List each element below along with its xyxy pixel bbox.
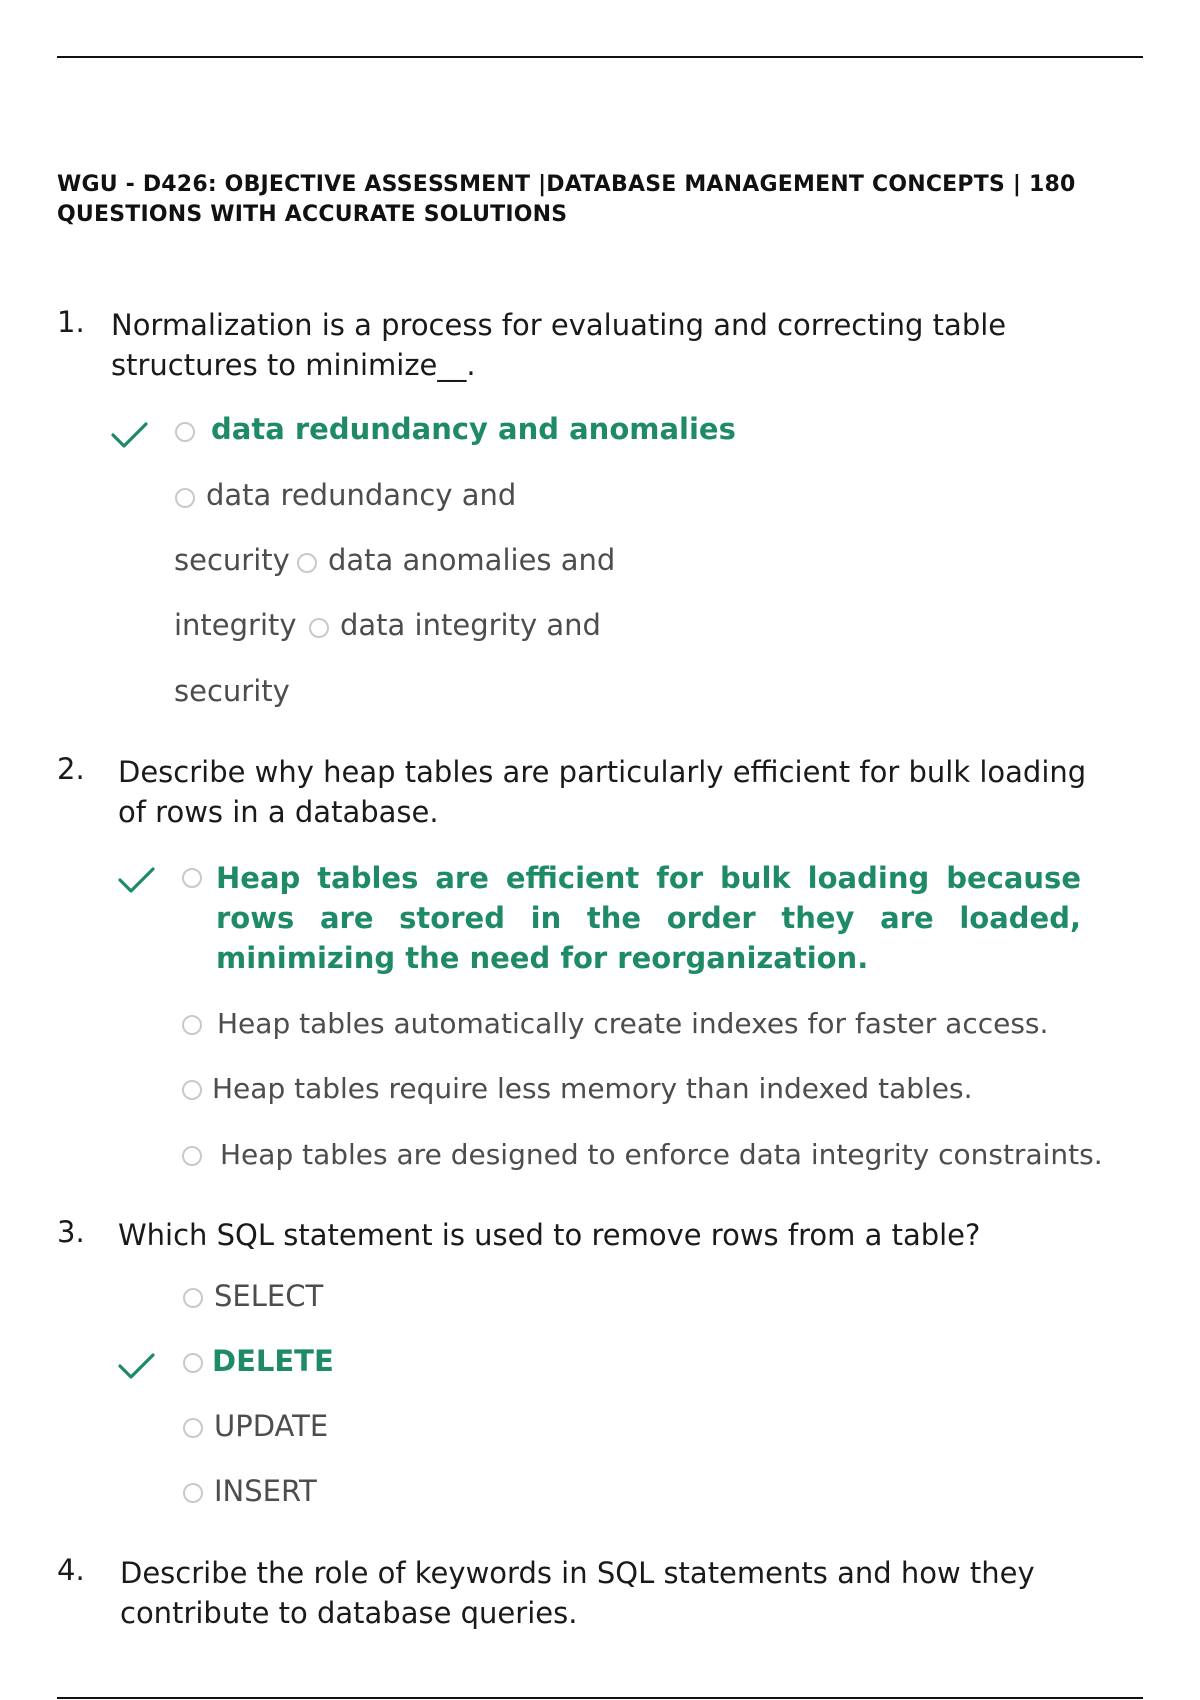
radio-icon[interactable] — [182, 868, 202, 888]
option-text: Heap tables require less memory than indexed tables. — [212, 1072, 973, 1105]
radio-icon[interactable] — [182, 1146, 202, 1166]
radio-icon[interactable] — [182, 1015, 202, 1035]
check-icon — [110, 418, 150, 452]
question-number: 4. — [57, 1553, 85, 1587]
radio-icon[interactable] — [183, 1353, 203, 1373]
option-text: UPDATE — [214, 1409, 329, 1443]
option-text: SELECT — [214, 1279, 324, 1313]
question-number: 3. — [57, 1215, 85, 1249]
option-text: Heap tables automatically create indexes for faster access. — [217, 1007, 1049, 1040]
radio-icon[interactable] — [183, 1483, 203, 1503]
bottom-rule — [57, 1697, 1143, 1699]
option-correct: Heap tables are efficient for bulk loading because rows are stored in the order they are loaded, minimizing the need for reorganization. — [216, 861, 1081, 975]
option-text: data anomalies and — [328, 543, 616, 577]
option-text: integrity — [174, 608, 297, 642]
question-text: Describe the role of keywords in SQL statements and how they contribute to database queries. — [120, 1556, 1035, 1630]
top-rule — [57, 56, 1143, 58]
option-text: security — [174, 543, 290, 577]
document-title: WGU - D426: OBJECTIVE ASSESSMENT |DATABASE MANAGEMENT CONCEPTS | 180 QUESTIONS WITH ACCURATE SOLUTIONS — [57, 172, 1076, 227]
radio-icon[interactable] — [175, 422, 195, 442]
radio-icon[interactable] — [309, 618, 329, 638]
option-text: INSERT — [214, 1474, 317, 1508]
radio-icon[interactable] — [175, 488, 195, 508]
radio-icon[interactable] — [183, 1418, 203, 1438]
option-text: data redundancy and — [206, 478, 517, 512]
question-text: Describe why heap tables are particularly efficient for bulk loading of rows in a database. — [118, 755, 1087, 829]
option-text: security — [174, 674, 290, 708]
question-text: Which SQL statement is used to remove rows from a table? — [118, 1218, 981, 1252]
option-text: data integrity and — [340, 608, 601, 642]
check-icon — [117, 1349, 157, 1383]
question-number: 1. — [57, 305, 85, 339]
option-text: Heap tables are designed to enforce data integrity constraints. — [220, 1138, 1103, 1171]
question-number: 2. — [57, 752, 85, 786]
radio-icon[interactable] — [182, 1080, 202, 1100]
radio-icon[interactable] — [297, 553, 317, 573]
radio-icon[interactable] — [183, 1288, 203, 1308]
option-correct: DELETE — [212, 1344, 334, 1378]
check-icon — [117, 863, 157, 897]
option-correct: data redundancy and anomalies — [211, 412, 736, 446]
question-text: Normalization is a process for evaluating and correcting table structures to minimize__. — [111, 308, 1007, 382]
